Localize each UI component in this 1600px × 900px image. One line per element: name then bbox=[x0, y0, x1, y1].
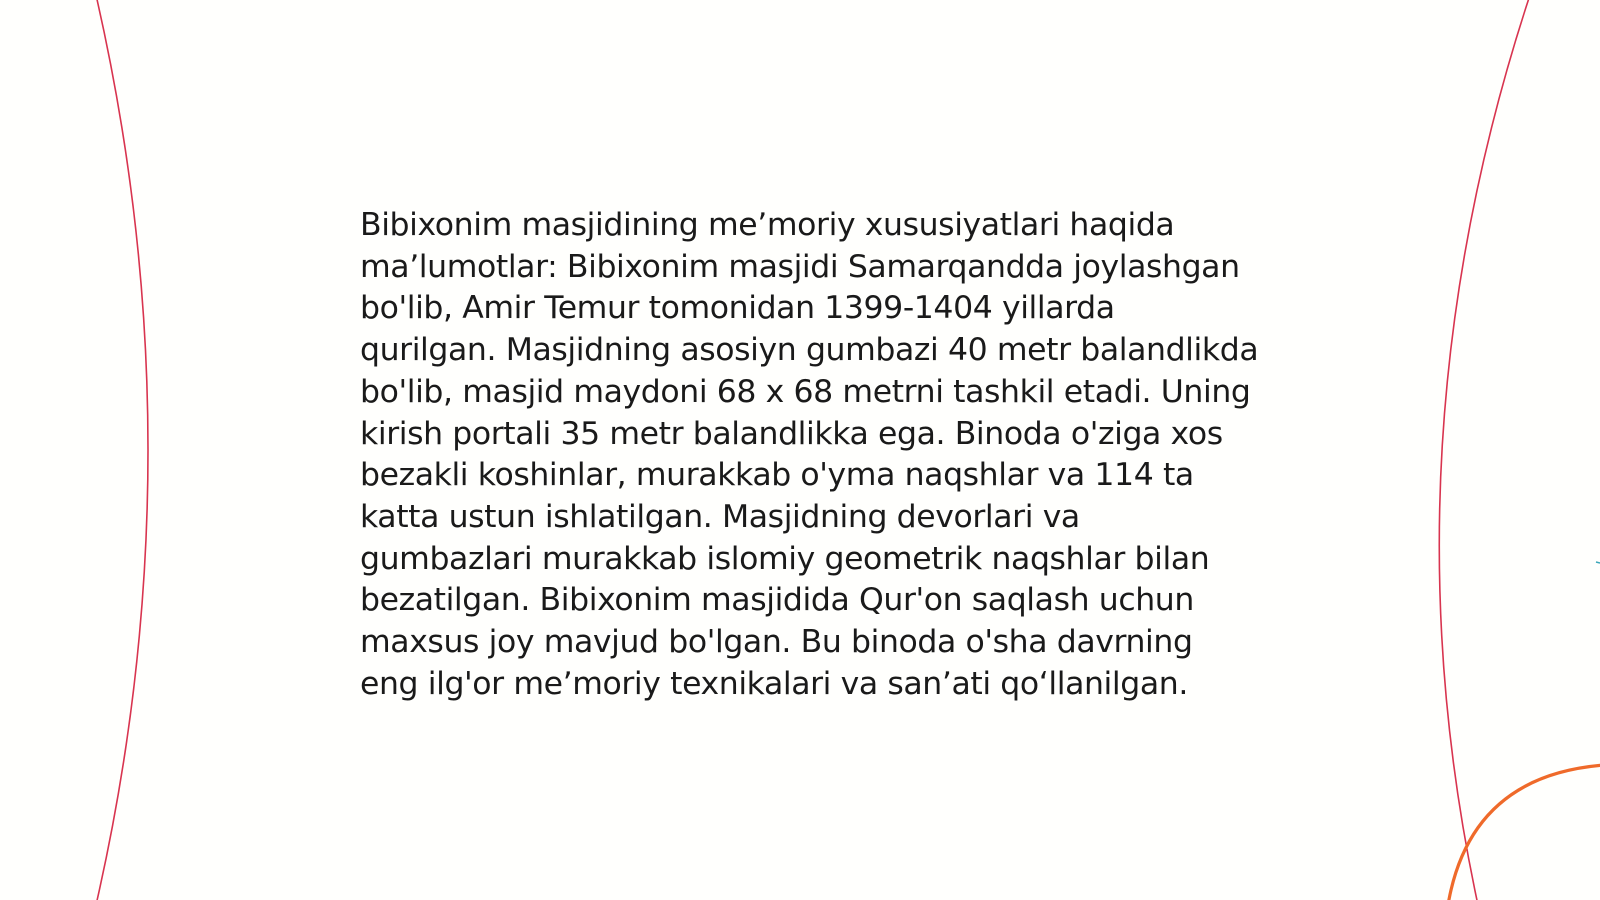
left-curve-line bbox=[96, 0, 148, 900]
teal-mark bbox=[1596, 562, 1600, 563]
right-curve-line bbox=[1439, 0, 1530, 900]
slide-body-text: Bibixonim masjidining me’moriy xususiyatlari haqida ma’lumotlar: Bibixonim masjidi Samarqandda joylashgan bo'lib, Amir Temur tomonidan 1399-1404 yillarda qurilgan. Masjidning asosiyn gumbazi 40 metr balandlikda bo'lib, masjid maydoni 68 x 68 metrni tashkil etadi. Uning kirish portali 35 metr balandlikka ega. Binoda o'ziga xos bezakli koshinlar, murakkab o'yma naqshlar va 114 ta katta ustun ishlatilgan. Masjidning devorlari va gumbazlari murakkab islomiy geometrik naqshlar bilan bezatilgan. Bibixonim masjidida Qur'on saqlash uchun maxsus joy mavjud bo'lgan. Bu binoda o'sha davrning eng ilg'or me’moriy texnikalari va san’ati qo‘llanilgan. bbox=[360, 207, 1259, 702]
orange-arc bbox=[1448, 765, 1600, 900]
